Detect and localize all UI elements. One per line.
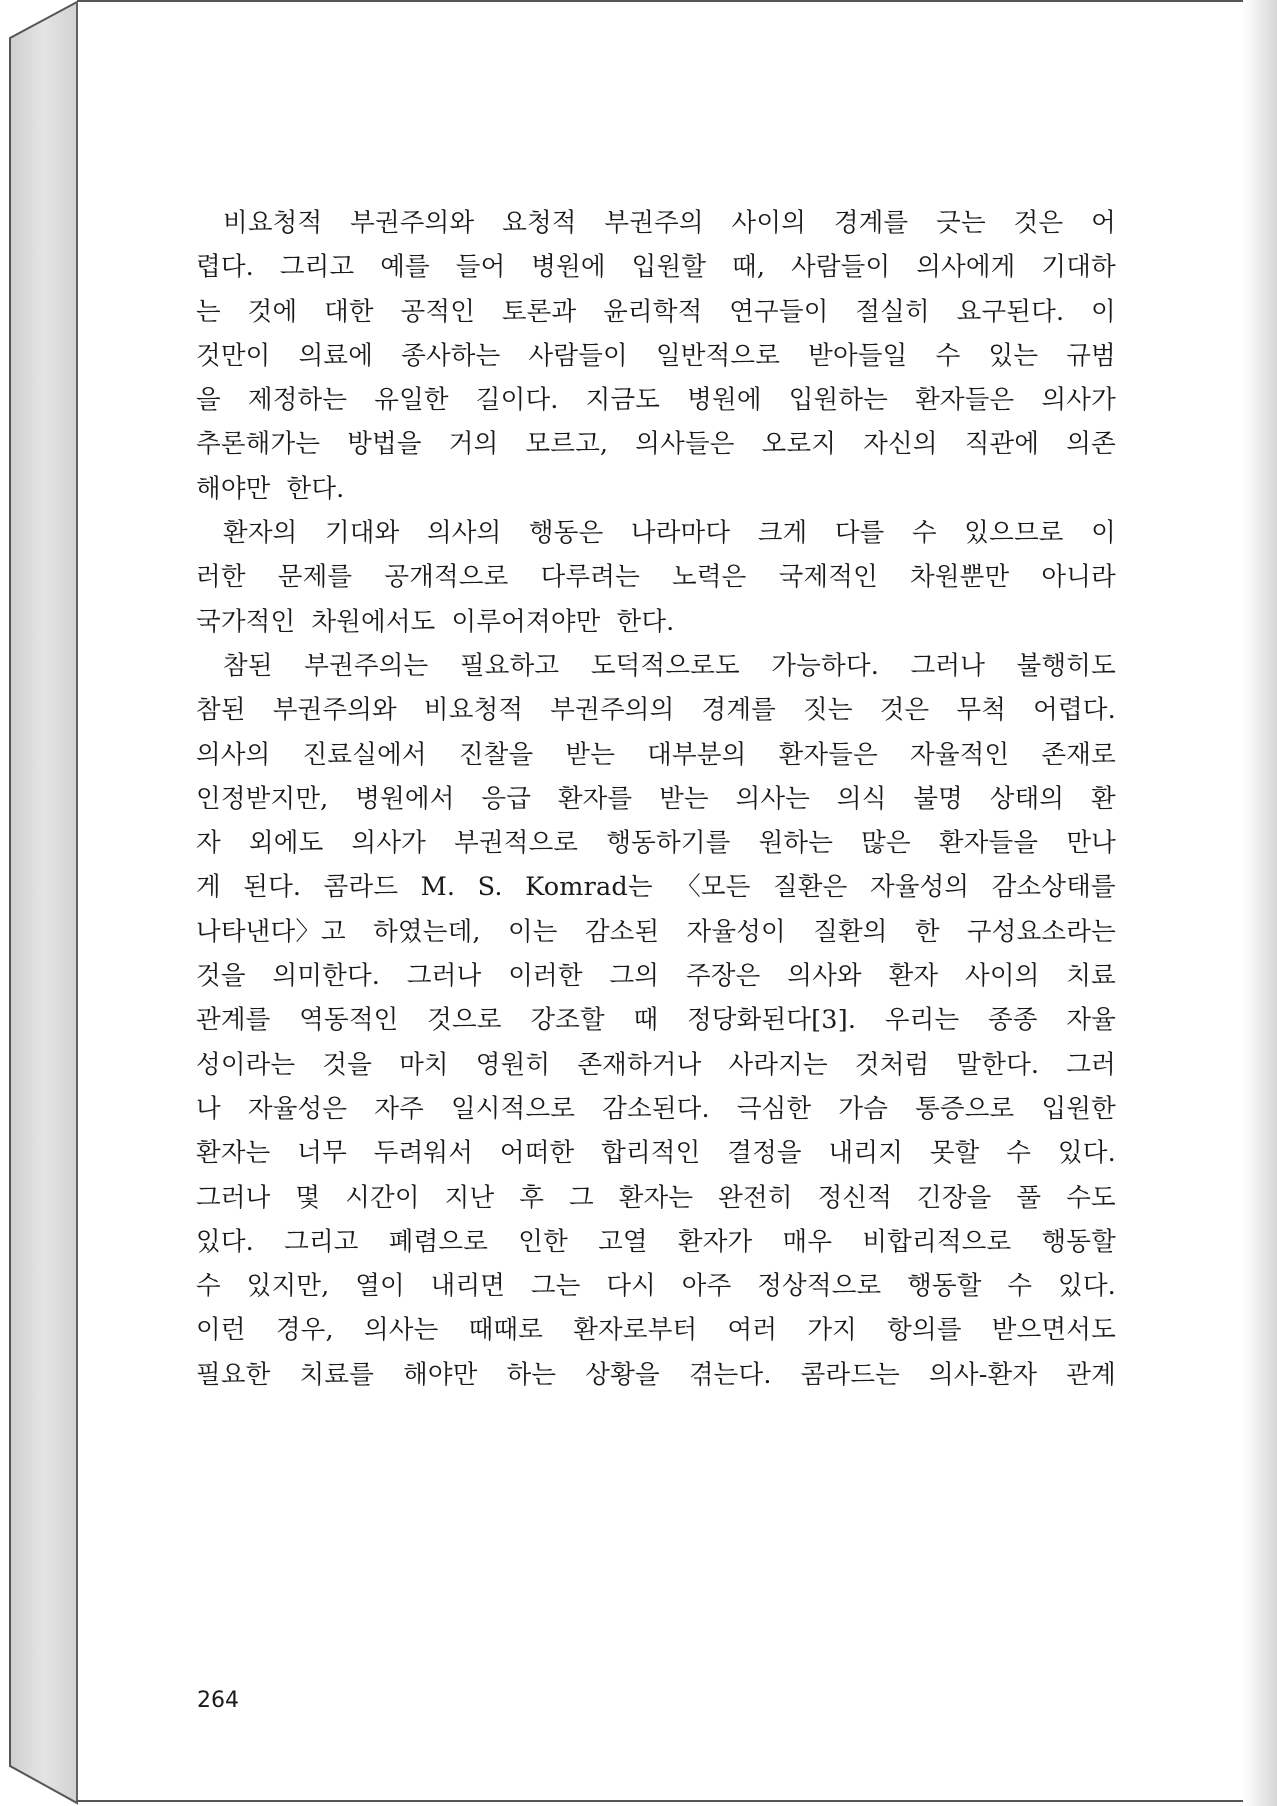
word: 사라지는 [728, 1049, 828, 1080]
word: 의존 [1066, 429, 1116, 460]
word: 열이 [355, 1271, 405, 1302]
word: 환자는 [196, 1138, 271, 1169]
word: 추론해가는 [196, 429, 321, 460]
word: 강조할 [530, 1005, 605, 1036]
word: 환자들은 [778, 739, 878, 770]
word: 방법을 [347, 429, 422, 460]
word: 것만이 [196, 340, 271, 371]
word: 그러나 [196, 1182, 271, 1213]
word: 풀 [1016, 1182, 1042, 1213]
word: 환자의 [223, 518, 298, 549]
word: 수 [911, 518, 937, 549]
word: 관계 [1066, 1359, 1116, 1390]
word: 것을 [196, 961, 246, 992]
word: 요청적 [502, 208, 577, 238]
word: 하였는데, [373, 916, 481, 947]
word: 그리고 [279, 252, 355, 283]
word: 치료 [1066, 961, 1116, 992]
word: 국가적인 [196, 606, 296, 637]
word: 환자를 [557, 783, 633, 814]
word: 경우, [275, 1315, 334, 1346]
word: 예를 [380, 252, 430, 283]
word: 인정받지만, [196, 783, 329, 814]
word: 못할 [929, 1138, 980, 1169]
text-line [196, 733, 1116, 777]
word: 한다. [286, 473, 345, 504]
word: 입원한 [1041, 1093, 1116, 1124]
word: 어렵다. [1033, 695, 1116, 726]
word: 경계를 [701, 695, 776, 726]
word: 환자가 [677, 1226, 753, 1257]
text-line [196, 555, 1116, 599]
word: 게 [196, 872, 221, 903]
word: 오로지 [761, 429, 837, 460]
word: 나 [196, 1093, 221, 1124]
word: 감소된 [584, 916, 660, 947]
word: 짓는 [803, 695, 853, 726]
word: 해야만 [403, 1359, 478, 1390]
word: 다시 [606, 1271, 656, 1302]
word: 행동할 [1041, 1226, 1116, 1257]
word: 많은 [861, 828, 911, 859]
word: 받는 [659, 783, 709, 814]
word: 종사하는 [401, 340, 501, 371]
word: 콤라드 [323, 872, 399, 903]
word: 완전히 [718, 1182, 793, 1213]
word: 대한 [324, 296, 374, 327]
word: 환자들을 [938, 828, 1039, 859]
word: 의료에 [298, 340, 374, 371]
text-line [196, 600, 1116, 644]
word: 의사가 [351, 828, 426, 859]
word: 항의를 [887, 1315, 962, 1346]
word: 병원에서 [355, 783, 455, 814]
word: 역동적인 [299, 1005, 399, 1036]
word: 어떠한 [499, 1138, 575, 1169]
word: 받는 [565, 739, 616, 770]
word: 만나 [1066, 828, 1116, 859]
text-line [196, 422, 1116, 466]
word: 겪는다. [688, 1359, 772, 1390]
word: 도덕적으로도 [590, 650, 740, 681]
word: 성이라는 [196, 1049, 296, 1080]
word: 원하는 [758, 828, 834, 859]
word: 상태의 [989, 783, 1065, 814]
word: 환 [1091, 783, 1116, 814]
word: 수 [1007, 1271, 1033, 1302]
word: 정당화된다[3]. [686, 1005, 857, 1036]
text-line [196, 688, 1116, 732]
word: 불행히도 [1016, 650, 1116, 681]
word: 의사는 [363, 1315, 439, 1346]
word: 때, [731, 252, 766, 283]
word: 감소상태를 [991, 872, 1116, 903]
word: 부권적으로 [454, 828, 579, 859]
word: 응급 [481, 783, 532, 814]
word: 있는 [988, 340, 1039, 371]
text-line [196, 290, 1116, 334]
word: 는 [196, 296, 221, 327]
word: 존재로 [1041, 739, 1116, 770]
word: 그 [568, 1182, 594, 1213]
word: 경계를 [833, 208, 909, 238]
word: 때때로 [468, 1315, 544, 1346]
word: Komrad는 [525, 872, 653, 903]
word: 마치 [399, 1049, 449, 1080]
word: 사이의 [965, 961, 1040, 992]
word: 들어 [455, 252, 506, 283]
word: 외에도 [248, 828, 324, 859]
word: 부권주의와 [272, 695, 397, 726]
word: 우리는 [884, 1005, 960, 1036]
word: 존재하거나 [577, 1049, 702, 1080]
word: 콤라드는 [800, 1359, 901, 1390]
word: 필요한 [196, 1359, 271, 1390]
word: 지금도 [585, 385, 661, 416]
word: S. [477, 872, 503, 903]
text-line [196, 1131, 1116, 1175]
word: 받으면서도 [991, 1315, 1116, 1346]
word: 기대와 [324, 518, 400, 549]
word: 기대하 [1041, 252, 1116, 283]
page-number: 264 [197, 1688, 239, 1713]
word: 이루어져야만 [451, 606, 601, 637]
word: 길이다. [475, 385, 559, 416]
word: 토론과 [501, 296, 577, 327]
word: 자 [196, 828, 221, 859]
word: 정신적 [817, 1182, 893, 1213]
word: 받아들일 [808, 340, 908, 371]
word: 차원뿐만 [910, 562, 1010, 593]
word: 부권주의 [604, 208, 704, 238]
word: 병원에 [687, 385, 762, 416]
word: 수 [196, 1271, 221, 1302]
word: 의사와 [787, 961, 862, 992]
text-line [196, 998, 1116, 1042]
word: 비합리적으로 [862, 1226, 1012, 1257]
word: 종종 [987, 1005, 1038, 1036]
word: 비요청적 [423, 695, 524, 726]
word: 환자 [888, 961, 939, 992]
word: 행동할 [907, 1271, 982, 1302]
word: 진찰을 [458, 739, 534, 770]
word: 그리고 [284, 1226, 359, 1257]
word: 의사는 [735, 783, 811, 814]
text-line [196, 644, 1116, 688]
word: 주장은 [685, 961, 761, 992]
word: 일시적으로 [450, 1093, 576, 1124]
word: 관계를 [196, 1005, 271, 1036]
word: 것은 [879, 695, 930, 726]
word: 유일한 [374, 385, 449, 416]
word: 영원히 [475, 1049, 551, 1080]
word: 너무 [297, 1138, 347, 1169]
word: 아주 [681, 1271, 732, 1302]
word: 자율성의 [869, 872, 970, 903]
word: 질환의 [813, 916, 888, 947]
word: 사이의 [731, 208, 807, 238]
word: 문제를 [277, 562, 353, 593]
word: 의사에게 [916, 252, 1016, 283]
word: 환자로부터 [573, 1315, 698, 1346]
word: 아니라 [1041, 562, 1116, 593]
word: 행동하기를 [606, 828, 731, 859]
text-line [196, 201, 1116, 245]
word: 고열 [598, 1226, 648, 1257]
word: 질환은 [773, 872, 848, 903]
word: 의식 [836, 783, 887, 814]
word: 그러 [1066, 1049, 1116, 1080]
word: 가능하다. [771, 650, 880, 681]
word: 감소된다. [602, 1093, 710, 1124]
word: 치료를 [299, 1359, 375, 1390]
text-line [196, 954, 1116, 998]
word: 참된 [223, 650, 273, 681]
word: 자율적인 [910, 739, 1010, 770]
word: 나타낸다〉고 [196, 916, 346, 947]
text-line [196, 910, 1116, 954]
word: 비요청적 [223, 208, 323, 238]
word: 의사의 [196, 739, 271, 770]
word: 내리지 [828, 1138, 904, 1169]
word: 노력은 [672, 562, 747, 593]
body-text [196, 201, 1116, 1397]
word: 의사가 [1041, 385, 1116, 416]
word: 모르고, [525, 429, 609, 460]
word: 그러나 [406, 961, 482, 992]
word: 해야만 [196, 473, 271, 504]
word: 다루려는 [540, 562, 640, 593]
word: 지난 [444, 1182, 495, 1213]
word: 자율성은 [247, 1093, 348, 1124]
word: 극심한 [736, 1093, 812, 1124]
word: 진료실에서 [302, 739, 427, 770]
word: 된다. [243, 872, 302, 903]
word: 의사들은 [635, 429, 735, 460]
word: 있으므로 [964, 518, 1064, 549]
word: 나라마다 [630, 518, 731, 549]
word: 공적인 [400, 296, 476, 327]
word: 수 [935, 340, 961, 371]
word: 의미한다. [272, 961, 381, 992]
word: 상황을 [585, 1359, 660, 1390]
word: 이런 [196, 1315, 246, 1346]
word: 가슴 [838, 1093, 889, 1124]
word: 행동은 [528, 518, 604, 549]
word: 하는 [506, 1359, 557, 1390]
word: 입원할 [631, 252, 707, 283]
word: 필요하고 [459, 650, 560, 681]
word: 참된 [196, 695, 246, 726]
text-line [196, 467, 1116, 511]
word: 부권주의와 [350, 208, 475, 238]
word: 한다. [616, 606, 675, 637]
word: 있지만, [246, 1271, 330, 1302]
word: 수 [1006, 1138, 1032, 1169]
word: 내리면 [430, 1271, 506, 1302]
word: 그의 [609, 961, 660, 992]
word: 것으로 [427, 1005, 502, 1036]
word: 제정하는 [247, 385, 348, 416]
word: 통증으로 [915, 1093, 1015, 1124]
word: 의사-환자 [929, 1359, 1038, 1390]
word: 러한 [196, 562, 246, 593]
word: 규범 [1066, 340, 1116, 371]
word: 시간이 [345, 1182, 420, 1213]
word: 구성요소라는 [966, 916, 1116, 947]
text-line [196, 777, 1116, 821]
word: 국제적인 [778, 562, 878, 593]
word: 병원에 [531, 252, 606, 283]
word: 때 [633, 1005, 659, 1036]
word: 렵다. [196, 252, 254, 283]
page-shadow [1243, 0, 1277, 1806]
word: 자율성이 [686, 916, 786, 947]
text-line [196, 334, 1116, 378]
text-line [196, 245, 1116, 289]
word: 사람들이 [528, 340, 628, 371]
word: 폐렴으로 [388, 1226, 489, 1257]
text-line [196, 1043, 1116, 1087]
word: 윤리학적 [603, 296, 703, 327]
word: 을 [196, 385, 221, 416]
word: 대부분의 [647, 739, 747, 770]
word: 환자들은 [915, 385, 1015, 416]
word: 있다. [1057, 1138, 1116, 1169]
word: 수도 [1066, 1182, 1116, 1213]
word: 요구된다. [956, 296, 1065, 327]
word: 그는 [530, 1271, 581, 1302]
text-line [196, 821, 1116, 865]
word: 것을 [322, 1049, 373, 1080]
word: 입원하는 [788, 385, 889, 416]
word: 부권주의는 [304, 650, 429, 681]
word: 한 [914, 916, 940, 947]
word: 절실히 [855, 296, 930, 327]
word: 이 [1091, 296, 1116, 327]
word: 것처럼 [854, 1049, 930, 1080]
word: 연구들이 [729, 296, 829, 327]
word: 두려워서 [373, 1138, 474, 1169]
word: 직관에 [964, 429, 1040, 460]
word: 일반적으로 [655, 340, 781, 371]
word: 있다. [1058, 1271, 1116, 1302]
word: 결정을 [727, 1138, 802, 1169]
word: 무척 [956, 695, 1007, 726]
word: 그러나 [910, 650, 986, 681]
word: 긋는 [936, 208, 986, 238]
text-line [196, 1176, 1116, 1220]
word: 이러한 [508, 961, 583, 992]
word: 합리적인 [601, 1138, 701, 1169]
word: 〈모든 [675, 872, 751, 903]
text-line [196, 1264, 1116, 1308]
word: 있다. [196, 1226, 254, 1257]
word: 매우 [782, 1226, 833, 1257]
word: 긴장을 [917, 1182, 992, 1213]
word: 크게 [757, 518, 808, 549]
text-line [196, 865, 1116, 909]
word: 것은 [1013, 208, 1064, 238]
word: 것에 [247, 296, 298, 327]
word: 어 [1091, 208, 1116, 238]
word: 거의 [448, 429, 499, 460]
word: 여러 [727, 1315, 778, 1346]
text-line [196, 1308, 1116, 1352]
word: 자율 [1066, 1005, 1116, 1036]
text-line [196, 1087, 1116, 1131]
text-line [196, 1220, 1116, 1264]
word: 다를 [834, 518, 885, 549]
text-line [196, 378, 1116, 422]
word: M. [420, 872, 456, 903]
word: 의사의 [426, 518, 502, 549]
word: 후 [519, 1182, 545, 1213]
word: 정상적으로 [757, 1271, 882, 1302]
word: 인한 [518, 1226, 568, 1257]
word: 이 [1091, 518, 1116, 549]
word: 가지 [807, 1315, 858, 1346]
text-line [196, 511, 1116, 555]
word: 공개적으로 [384, 562, 509, 593]
word: 몇 [295, 1182, 321, 1213]
word: 차원에서도 [311, 606, 436, 637]
word: 불명 [913, 783, 963, 814]
text-line [196, 1353, 1116, 1397]
word: 이는 [507, 916, 558, 947]
word: 환자는 [618, 1182, 694, 1213]
word: 말한다. [956, 1049, 1040, 1080]
word: 부권주의의 [550, 695, 675, 726]
word: 자신의 [863, 429, 938, 460]
word: 사람들이 [790, 252, 891, 283]
word: 자주 [374, 1093, 424, 1124]
